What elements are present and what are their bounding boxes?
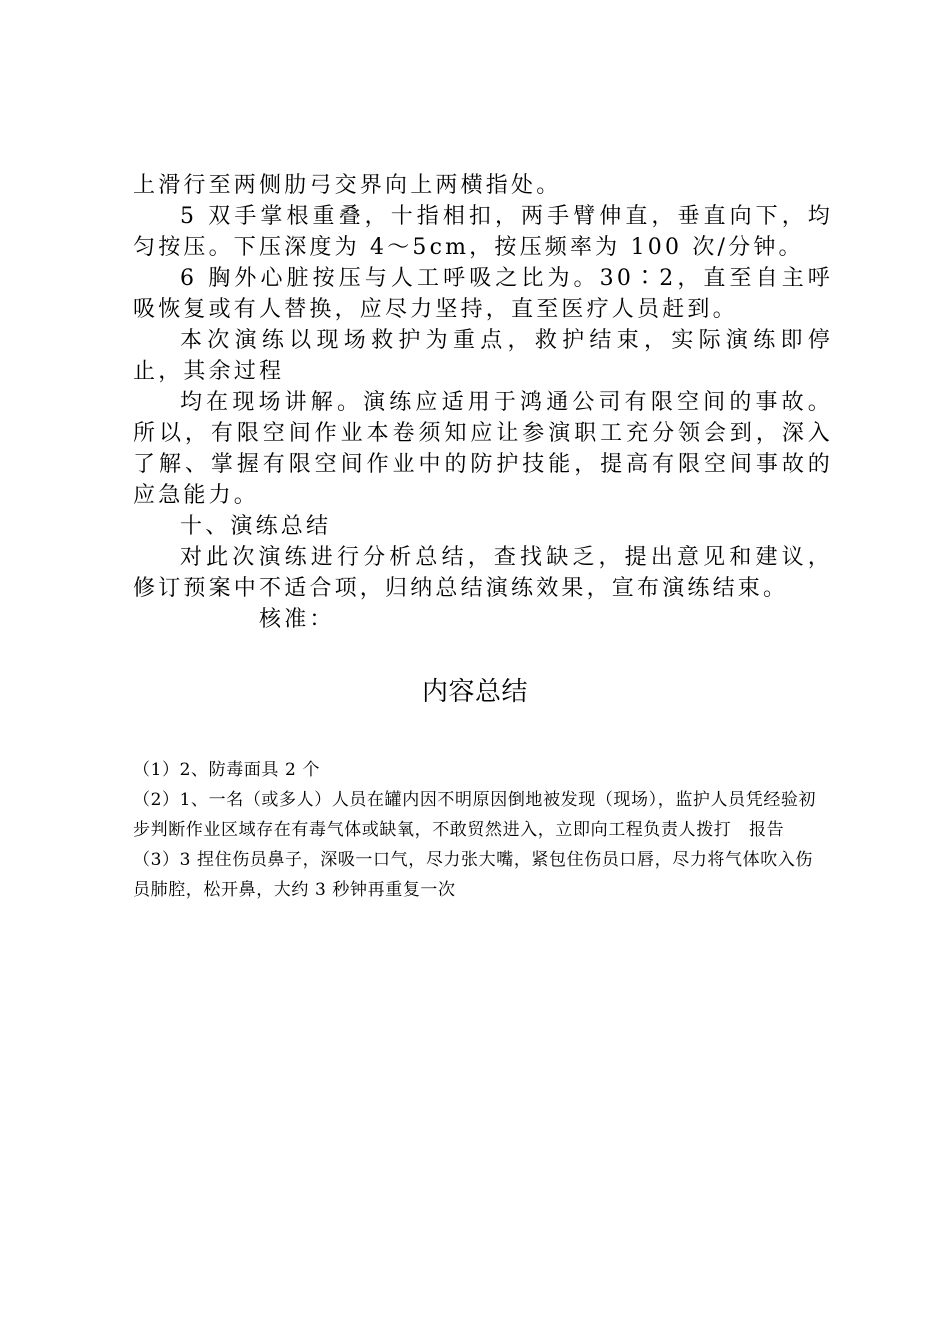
- summary-list: [133, 755, 828, 905]
- approval-label: 核准：: [259, 607, 335, 632]
- paragraph-summary-text: 对此次演练进行分析总结，查找缺乏，提出意见和建议，修订预案中不适合项，归纳总结演练效果，宣布演练结束。: [133, 545, 833, 601]
- summary-title: 内容总结: [421, 677, 528, 707]
- body-text: [133, 170, 833, 635]
- paragraph-continuation: 上滑行至两侧肋弓交界向上两横指处。: [133, 173, 562, 198]
- paragraph-step-5: 5 双手掌根重叠，十指相扣，两手臂伸直，垂直向下，均匀按压。下压深度为 4～5cm，按压频率为 100 次/分钟。: [133, 204, 833, 260]
- summary-item-1: （1）2、防毒面具 2 个: [133, 760, 321, 780]
- paragraph-drill-focus: 本次演练以现场救护为重点，救护结束，实际演练即停止，其余过程: [133, 328, 833, 384]
- summary-item-3: （3）3 捏住伤员鼻子，深吸一口气，尽力张大嘴，紧包住伤员口唇，尽力将气体吹入伤员肺腔，松开鼻，大约 3 秒钟再重复一次: [133, 850, 814, 900]
- paragraph-step-6: 6 胸外心脏按压与人工呼吸之比为。30∶2，直至自主呼吸恢复或有人替换，应尽力坚持，直至医疗人员赶到。: [133, 266, 833, 322]
- section-heading-summary: 十、演练总结: [180, 514, 332, 539]
- summary-item-2: （2）1、一名（或多人）人员在罐内因不明原因倒地被发现（现场），监护人员凭经验初步判断作业区域存在有毒气体或缺氧，不敢贸然进入，立即向工程负责人拨打 报告: [133, 790, 817, 840]
- paragraph-explanation: 均在现场讲解。演练应适用于鸿通公司有限空间的事故。所以，有限空间作业本卷须知应让参演职工充分领会到，深入了解、掌握有限空间作业中的防护技能，提高有限空间事故的应急能力。: [133, 390, 833, 508]
